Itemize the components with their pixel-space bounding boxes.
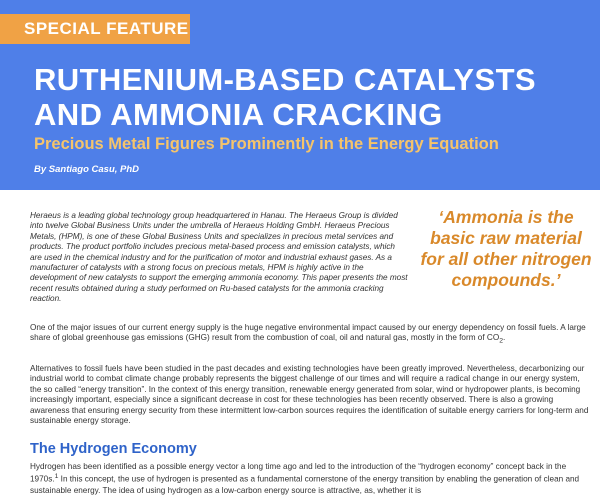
article-title: RUTHENIUM-BASED CATALYSTS AND AMMONIA CRACKING <box>34 62 536 132</box>
p1-end: . <box>503 333 506 343</box>
body-paragraph-2: Alternatives to fossil fuels have been studied in the past decades and existing technologies have been greatly improved. Nevertheless, decarbonizing our industrial world to combat climate change probably represents the biggest challenge of our times and will require a radical change in our energy system, the so called “energy transition”. In the context of this energy transition, renewable energy generated from solar, wind or hydropower plants, is becoming increasingly important, especially since a significant decrease in cost for these technologies has been recently observed. There is also a growing awareness that ensuring energy security from these intermittent low-carbon sources requires the identification of suitable energy carriers for long-term and sustainable energy storage. <box>30 364 589 426</box>
footnote-ref: 1 <box>54 473 59 481</box>
section-heading: The Hydrogen Economy <box>30 441 197 457</box>
intro-paragraph: Heraeus is a leading global technology group headquartered in Hanau. The Heraeus Group is divided into twelve Global Business Units under the umbrella of Heraeus Holding GmbH. Heraeus Precious Metals, (HPM), is one of these Global Business Units and specializes in precious metal services and products. The product portfolio includes precious metal-based process and emission catalysts, which are used in the chemical industry and for the purification of motor and industrial exhaust gases. As a manufacturer of catalysts with a strong focus on precious metals, HPM is highly active in the development of new catalysts to support the emerging ammonia economy. This paper presents the most recent results obtained during a study performed on Ru-based catalysts for the ammonia cracking reaction. <box>30 211 408 304</box>
section-tag: SPECIAL FEATURE <box>0 14 190 44</box>
p3-continued: In this concept, the use of hydrogen is presented as a fundamental cornerstone of the energy transition by enabling the generation of clean and sustainable energy. The idea of using hydrogen as a low-carbon energy source is attractive, as, whether it is <box>30 475 580 495</box>
p3-text: Hydrogen has been identified as a possible energy vector a long time ago and led to the introduction of the “hydrogen economy” concept back in the 1970s. <box>30 462 567 485</box>
p1-subscript: 2 <box>499 338 503 346</box>
body-paragraph-1 <box>30 323 590 347</box>
article-subtitle: Precious Metal Figures Prominently in the Energy Equation <box>34 135 499 153</box>
body-paragraph-3 <box>30 462 590 496</box>
p1-text: One of the major issues of our current energy supply is the huge negative environmental impact caused by our energy dependency on fossil fuels. A large share of global greenhouse gas emissions (GHG) result from the combustion of coal, oil and natural gas, mostly in the form of CO <box>30 323 586 343</box>
pull-quote: ‘Ammonia is the basic raw material for all other nitrogen compounds.’ <box>420 207 592 290</box>
header-banner <box>0 0 600 190</box>
author-byline: By Santiago Casu, PhD <box>34 164 140 175</box>
